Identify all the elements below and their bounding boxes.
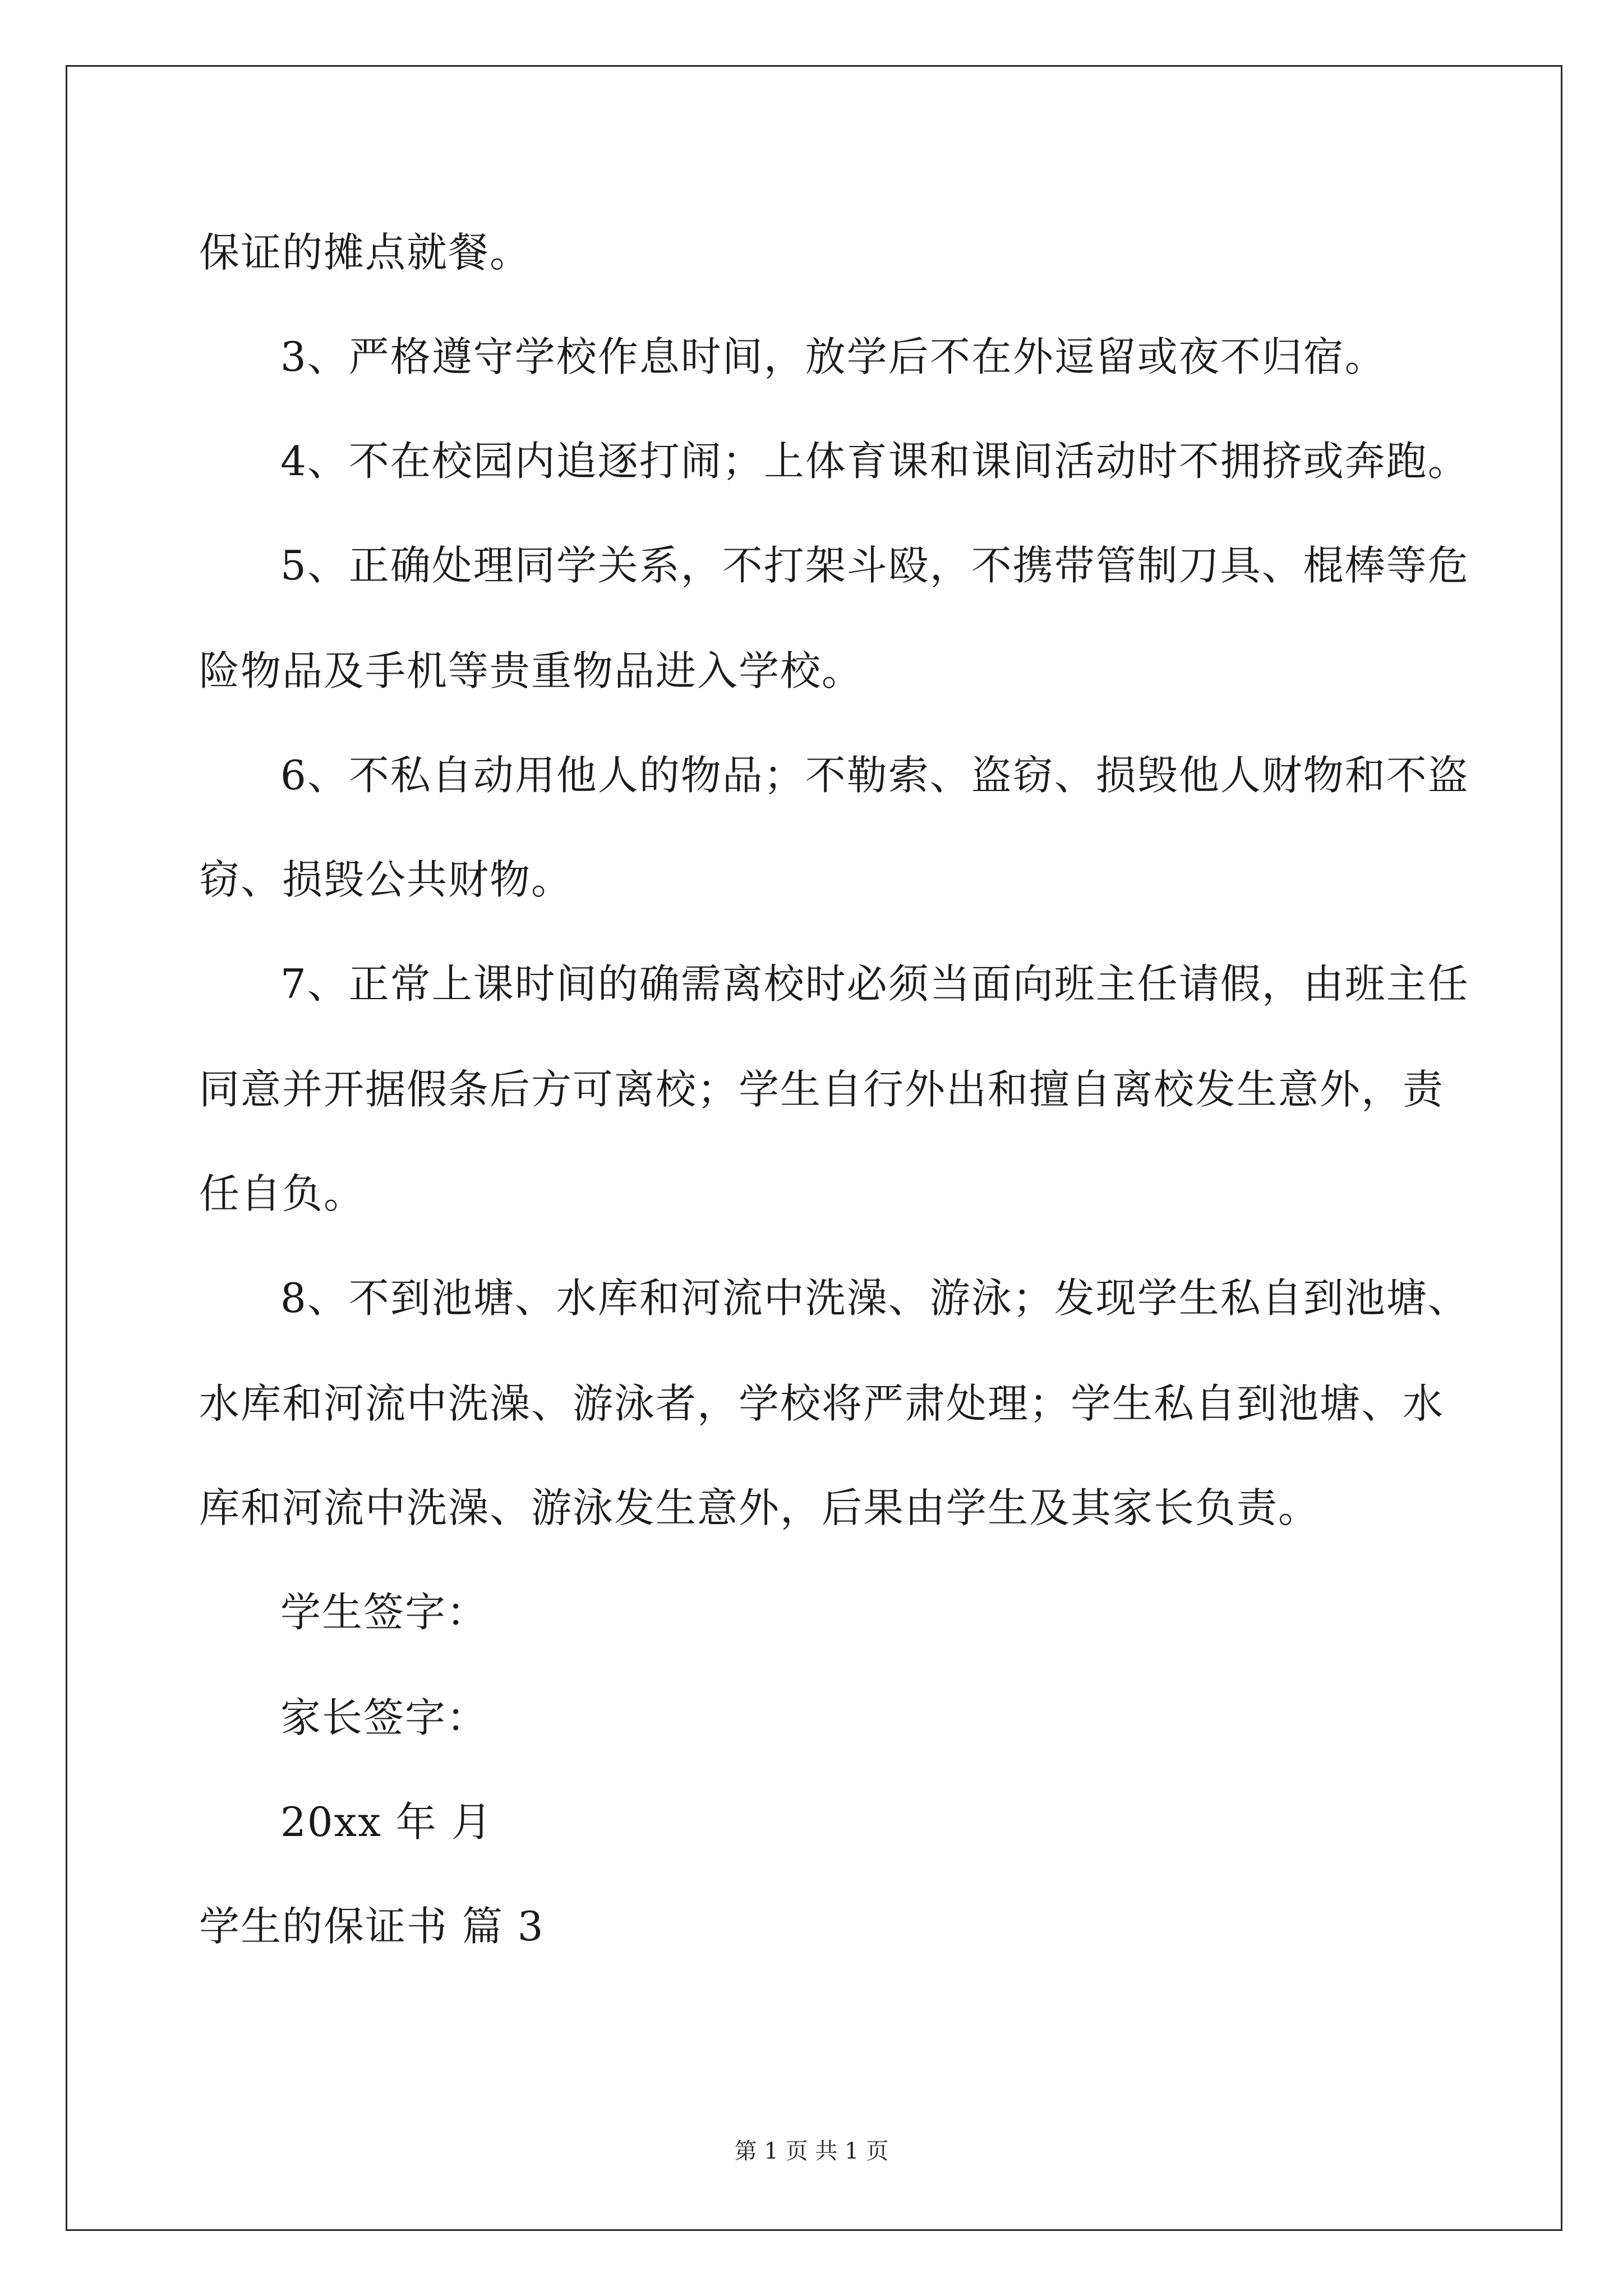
date-line: 20xx 年 月 <box>280 1798 493 1846</box>
student-signature-label: 学生签字： <box>280 1589 488 1636</box>
paragraph-line: 5、正确处理同学关系，不打架斗殴，不携带管制刀具、棍棒等危 <box>280 542 1469 589</box>
page-footer: 第 1 页 共 1 页 <box>734 2138 889 2164</box>
paragraph-line: 水库和河流中洗澡、游泳者，学校将严肃处理；学生私自到池塘、水 <box>199 1380 1445 1427</box>
section-heading: 学生的保证书 篇 3 <box>199 1903 545 1950</box>
paragraph-line: 险物品及手机等贵重物品进入学校。 <box>199 647 864 694</box>
parent-signature-label: 家长签字： <box>280 1694 488 1741</box>
paragraph-line: 4、不在校园内追逐打闹；上体育课和课间活动时不拥挤或奔跑。 <box>280 438 1469 485</box>
paragraph-line: 3、严格遵守学校作息时间，放学后不在外逗留或夜不归宿。 <box>280 333 1386 380</box>
paragraph-line: 7、正常上课时间的确需离校时必须当面向班主任请假，由班主任 <box>280 960 1469 1007</box>
paragraph-line: 6、不私自动用他人的物品；不勒索、盗窃、损毁他人财物和不盗 <box>280 752 1469 799</box>
paragraph-line: 库和河流中洗澡、游泳发生意外，后果由学生及其家长负责。 <box>199 1484 1320 1531</box>
paragraph-line: 窃、损毁公共财物。 <box>199 856 573 903</box>
paragraph-line: 保证的摊点就餐。 <box>199 229 532 276</box>
paragraph-line: 8、不到池塘、水库和河流中洗澡、游泳；发现学生私自到池塘、 <box>280 1274 1469 1322</box>
paragraph-line: 同意并开据假条后方可离校；学生自行外出和擅自离校发生意外，责 <box>199 1066 1445 1113</box>
paragraph-line: 任自负。 <box>199 1170 366 1217</box>
